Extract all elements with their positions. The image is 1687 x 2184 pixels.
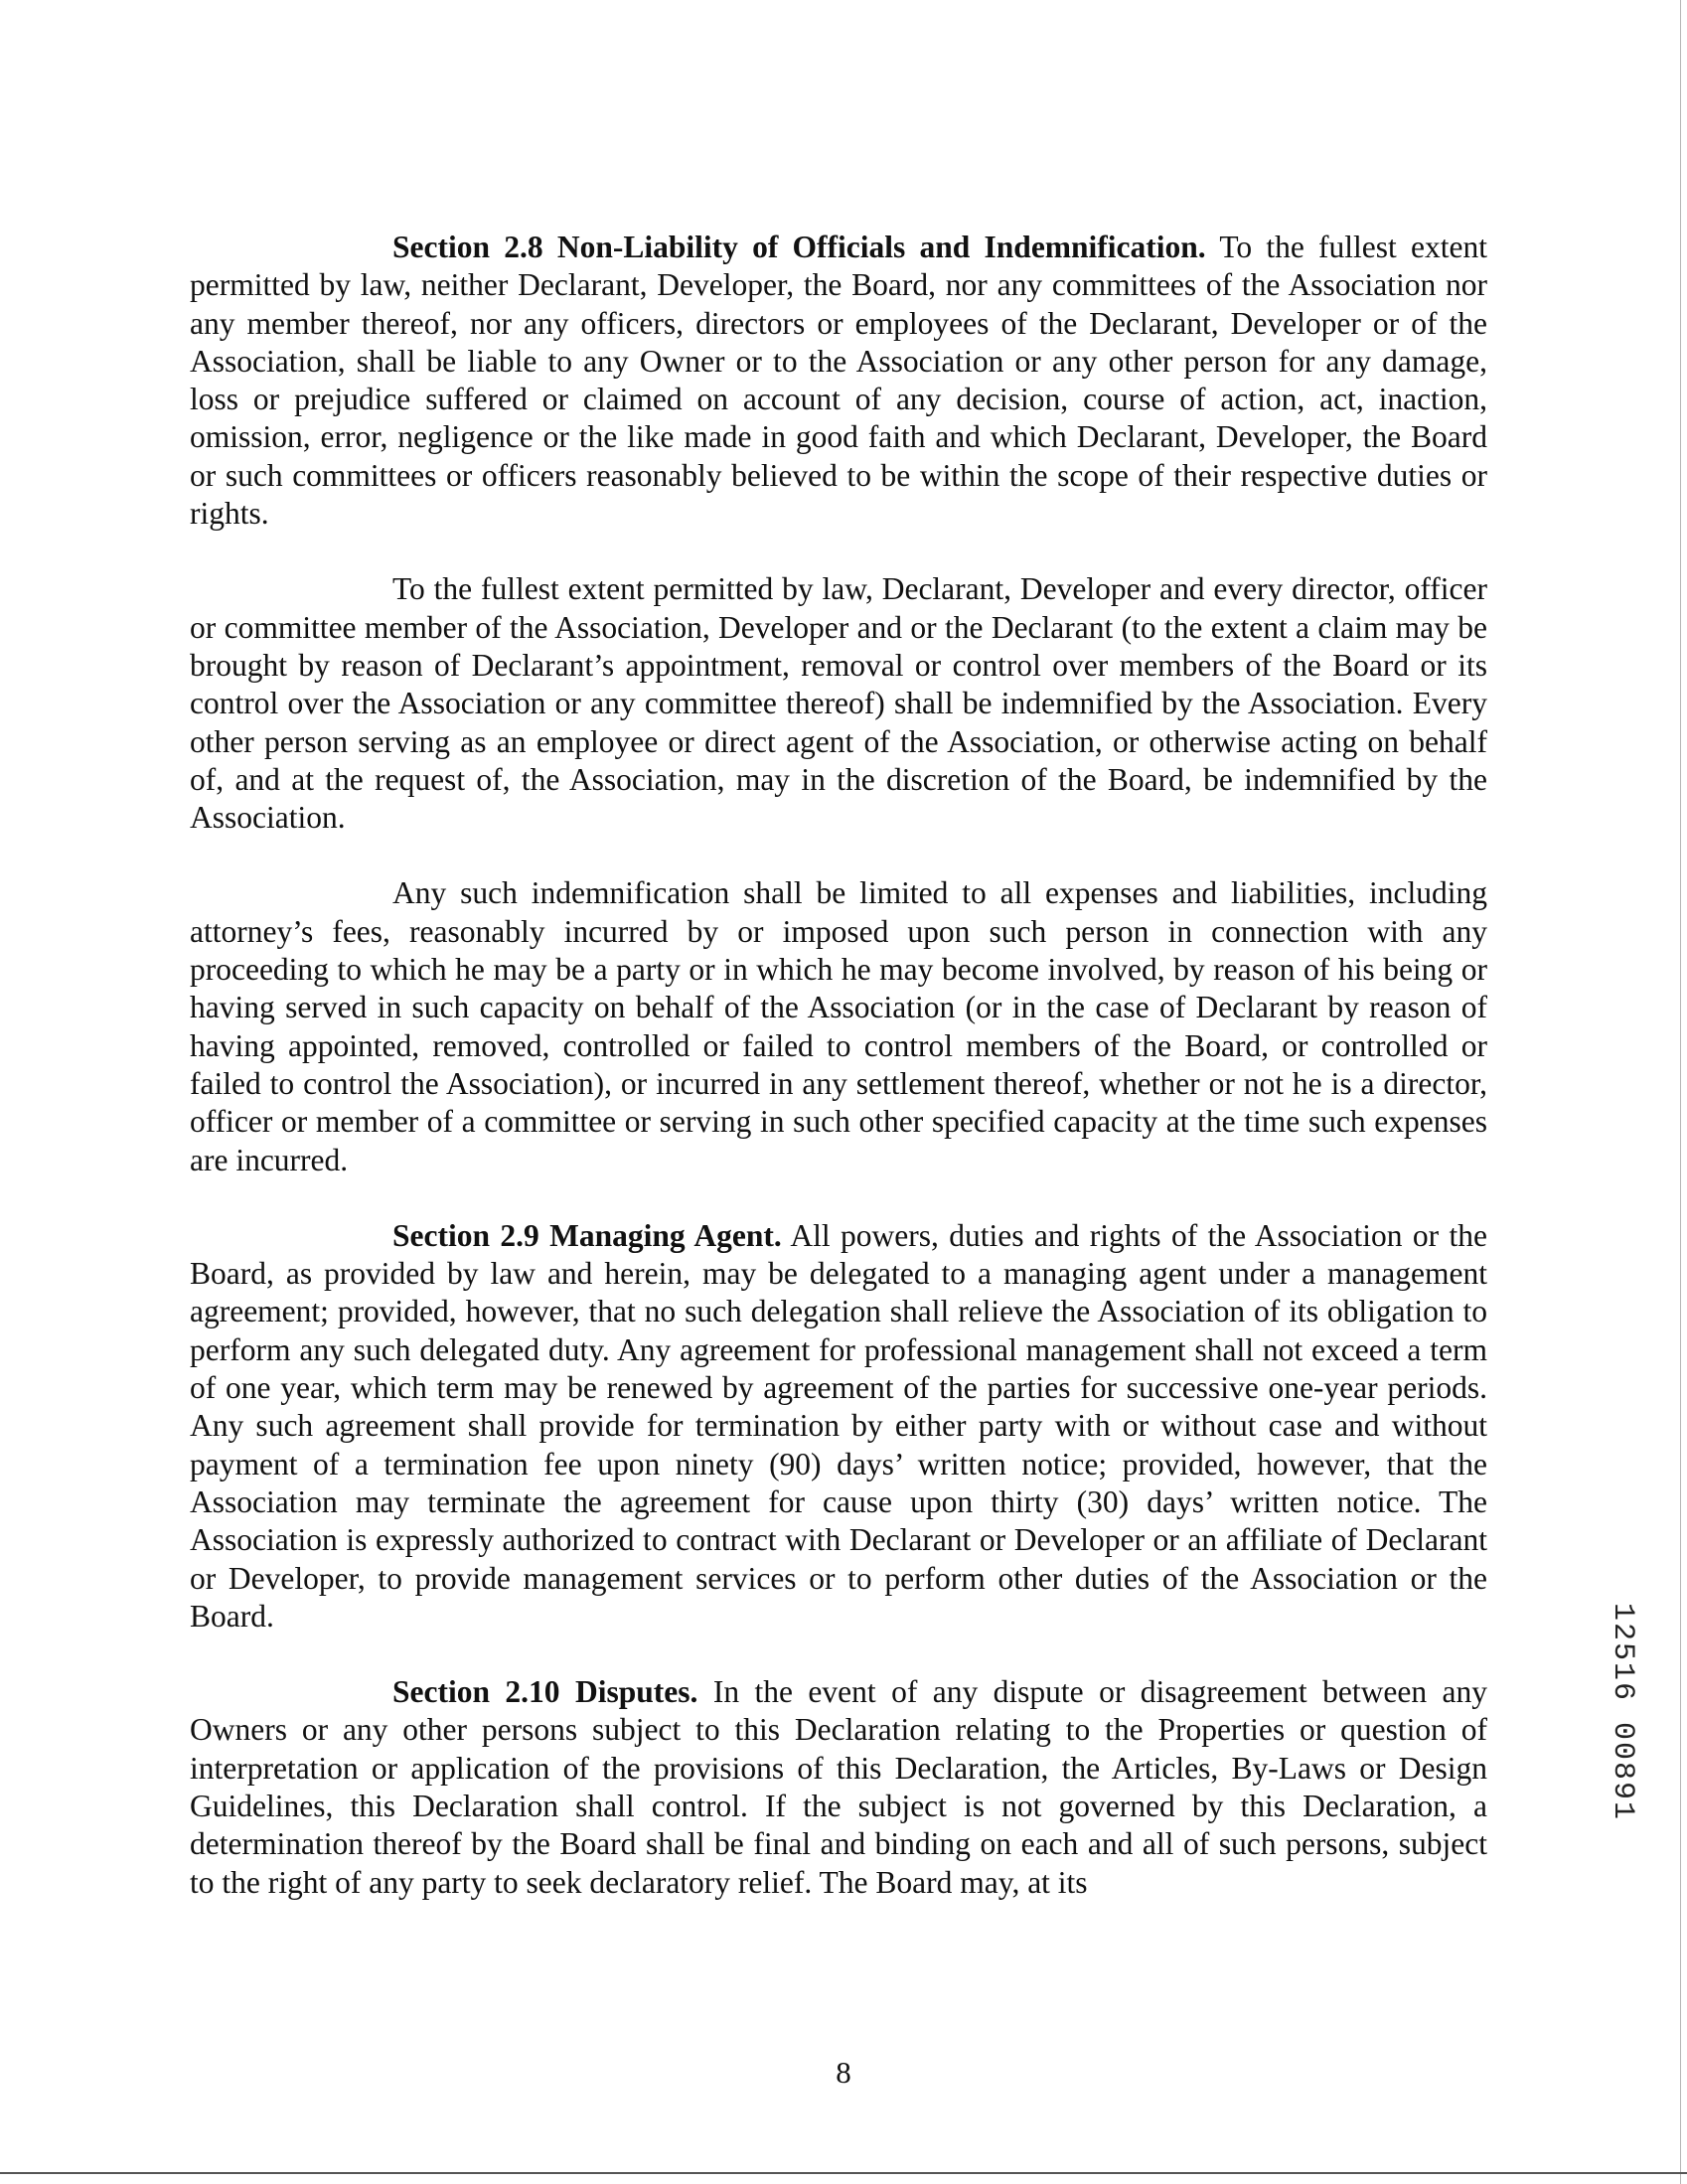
section-2-10-paragraph <box>190 1673 1487 1902</box>
page-number: 8 <box>836 2055 851 2090</box>
indemnification-paragraph: To the fullest extent permitted by law, Declarant, Developer and every director, officer or committee member of the Association, Developer and or the Declarant (to the extent a claim may be brought by reason of Declarant’s appointment, removal or control over members of the Board or its control over the Association or any committee thereof) shall be indemnified by the Association. Every other person serving as an employee or direct agent of the Association, or otherwise acting on behalf of, and at the request of, the Association, may in the discretion of the Board, be indemnified by the Association. <box>190 571 1487 836</box>
recording-stamp: 12516 00891 <box>1606 1603 1639 1822</box>
indemnification-limits-paragraph: Any such indemnification shall be limited to all expenses and liabilities, including attorney’s fees, reasonably incurred by or imposed upon such person in connection with any proceeding to which he may be a party or in which he may become involved, by reason of his being or having served in such capacity on behalf of the Association (or in the case of Declarant by reason of having appointed, removed, controlled or failed to control members of the Board, or controlled or failed to control the Association), or incurred in any settlement thereof, whether or not he is a director, officer or member of a committee or serving in such other specified capacity at the time such expenses are incurred. <box>190 875 1487 1177</box>
section-2-9-paragraph <box>190 1217 1487 1636</box>
section-2-9-heading: Section 2.9 Managing Agent. <box>392 1217 782 1253</box>
scan-edge-right <box>1680 0 1681 2184</box>
section-2-10-text: In the event of any dispute or disagreement between any Owners or any other persons subject to this Declaration relating to the Properties or question of interpretation or application of the provisions of this Declaration, the Articles, By-Laws or Design Guidelines, this Declaration shall control. If the subject is not governed by this Declaration, a determination thereof by the Board shall be final and binding on each and all of such persons, subject to the right of any party to seek declaratory relief. The Board may, at its <box>190 1674 1487 1900</box>
section-2-10-heading: Section 2.10 Disputes. <box>392 1674 698 1710</box>
section-2-8-text: To the fullest extent permitted by law, neither Declarant, Developer, the Board, nor any committees of the Association nor any member thereof, nor any officers, directors or employees of the Declarant, Developer or of the Association, shall be liable to any Owner or to the Association or any other person for any damage, loss or prejudice suffered or claimed on account of any decision, course of action, act, inaction, omission, error, negligence or the like made in good faith and which Declarant, Developer, the Board or such committees or officers reasonably believed to be within the scope of their respective duties or rights. <box>190 230 1487 532</box>
section-2-8-heading: Section 2.8 Non-Liability of Officials and Indemnification. <box>392 230 1206 264</box>
scan-edge-bottom <box>0 2172 1687 2174</box>
section-2-9-text: All powers, duties and rights of the Association or the Board, as provided by law and herein, may be delegated to a managing agent under a management agreement; provided, however, that no such delegation shall relieve the Association of its obligation to perform any such delegated duty. Any agreement for professional management shall not exceed a term of one year, which term may be renewed by agreement of the parties for successive one-year periods. Any such agreement shall provide for termination by either party with or without case and without payment of a termination fee upon ninety (90) days’ written notice; provided, however, that the Association may terminate the agreement for cause upon thirty (30) days’ written notice. The Association is expressly authorized to contract with Declarant or Developer or an affiliate of Declarant or Developer, to provide management services or to perform other duties of the Association or the Board. <box>190 1217 1487 1634</box>
document-body <box>190 229 1487 1902</box>
section-2-8-paragraph <box>190 229 1487 533</box>
